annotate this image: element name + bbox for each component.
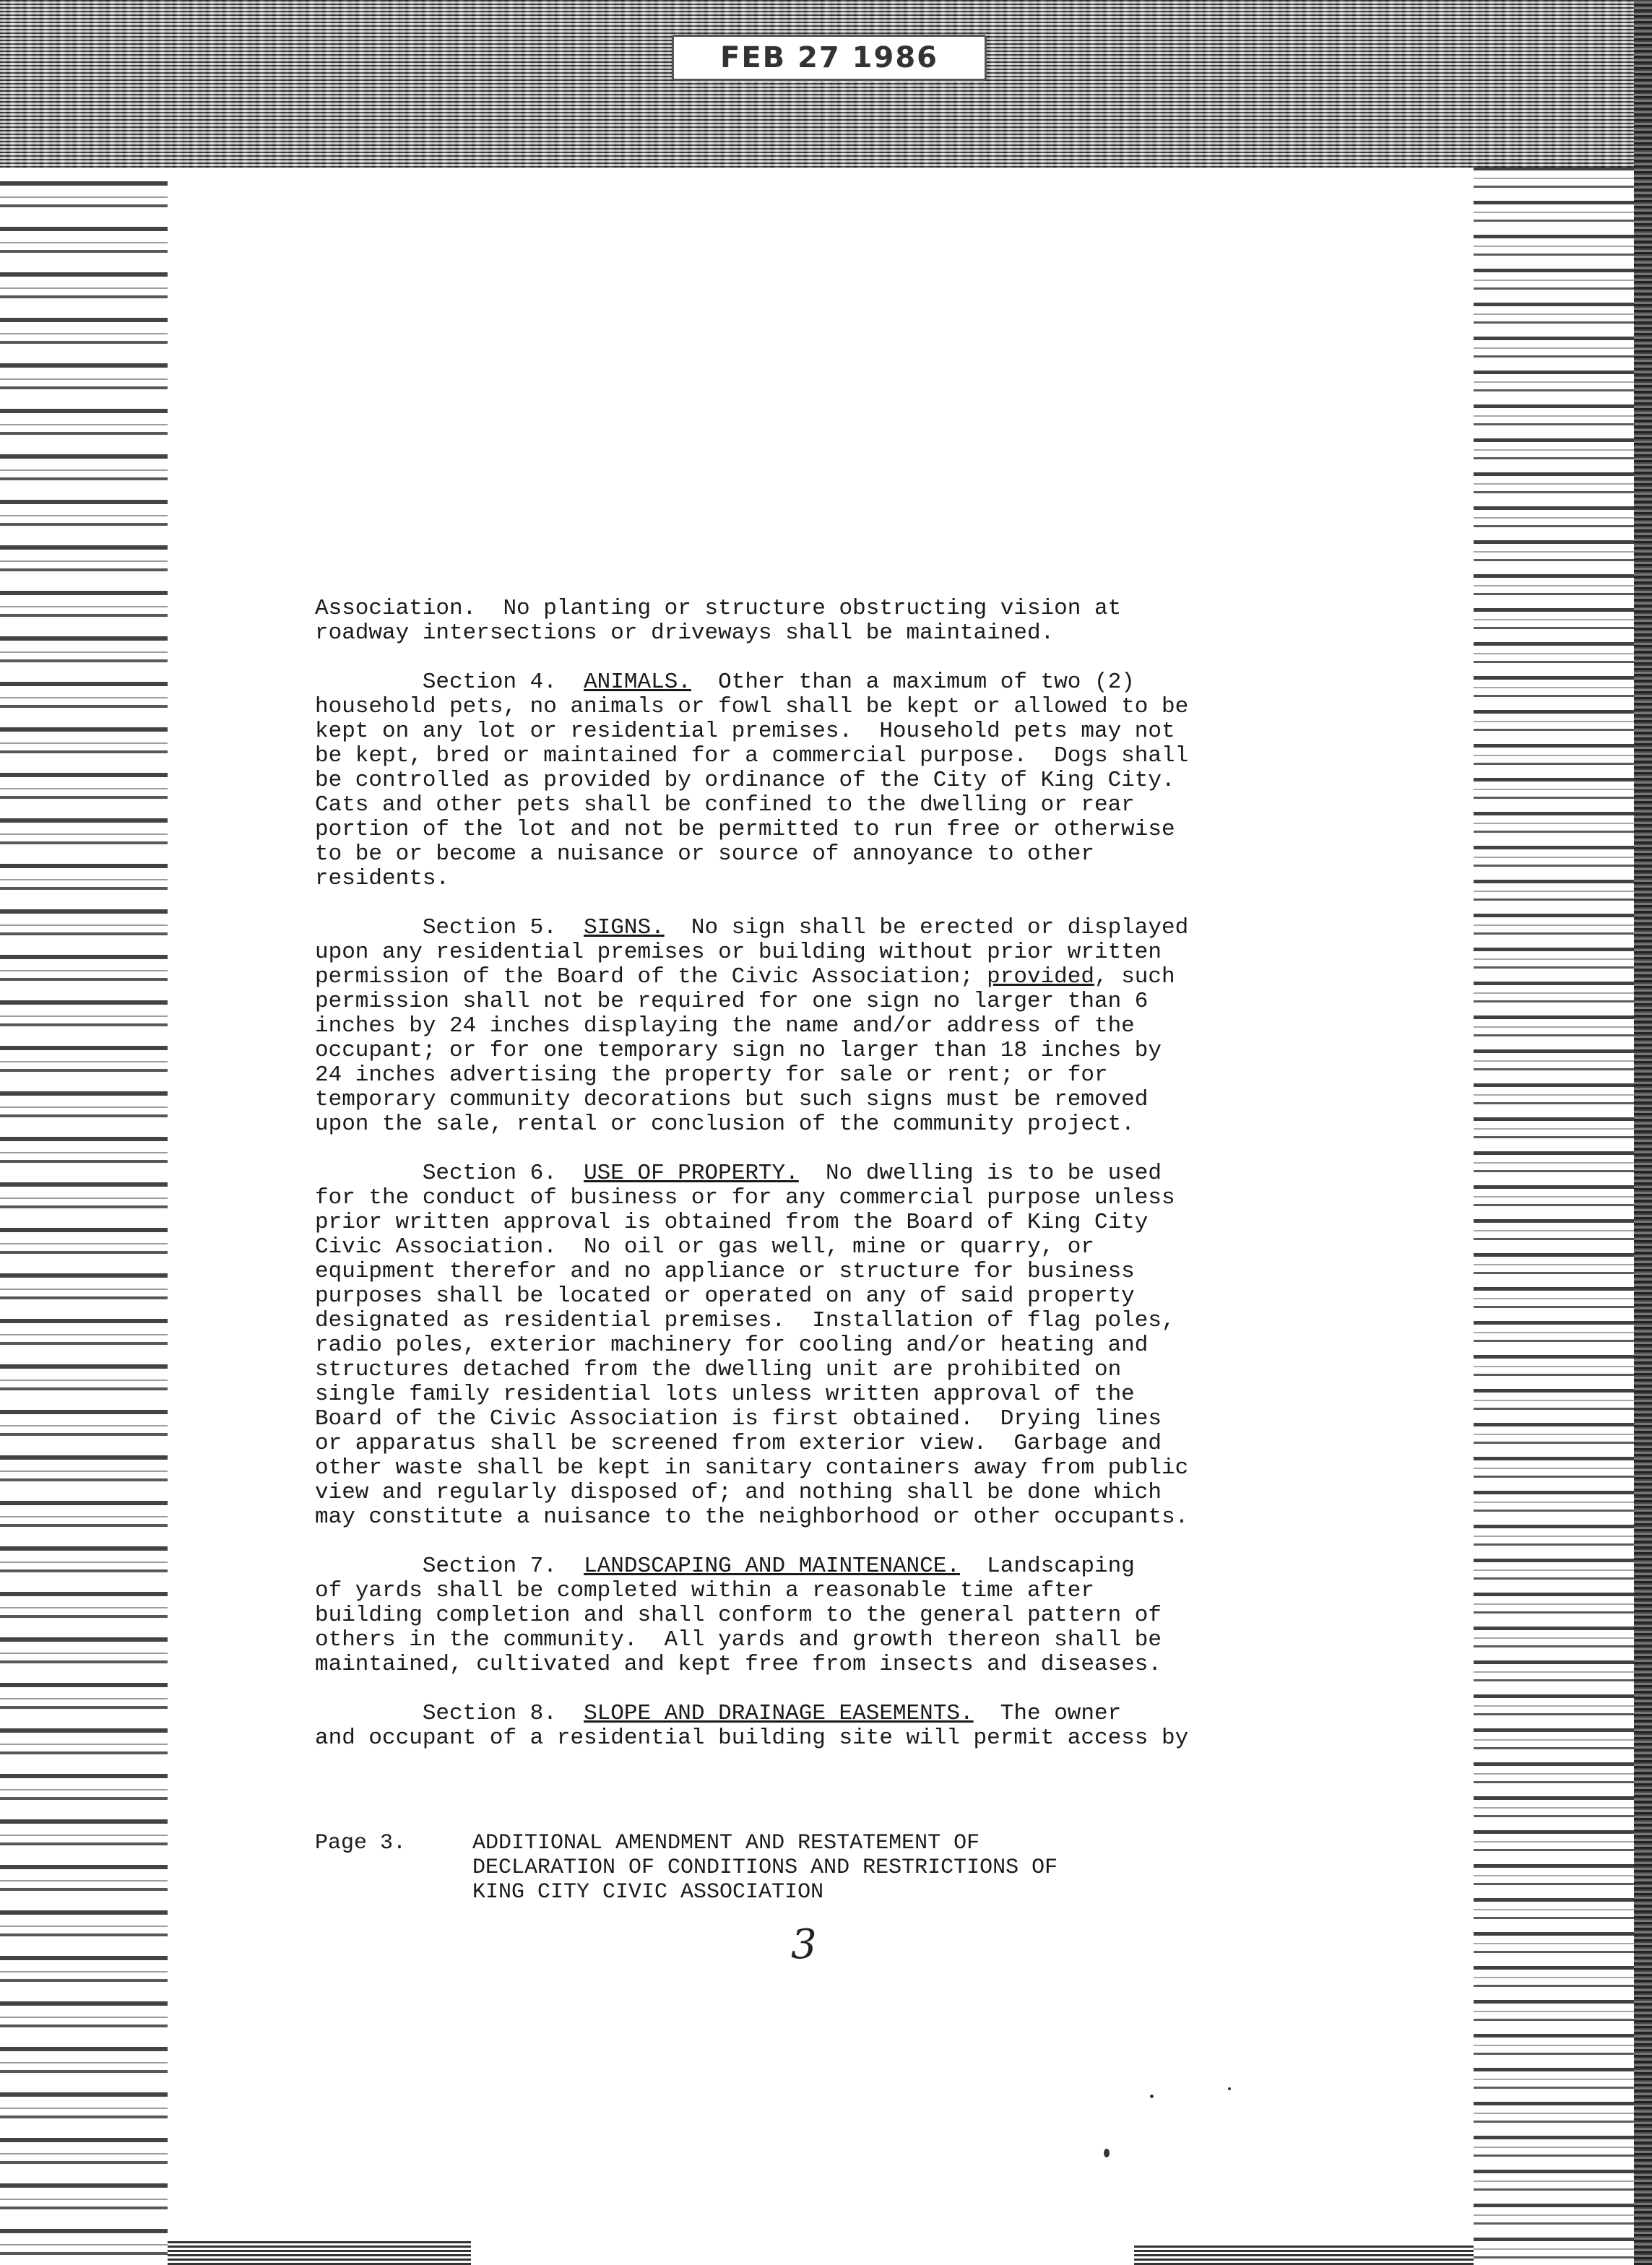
- scan-noise-bottom-left: [168, 2239, 471, 2265]
- footer-title-line: KING CITY CIVIC ASSOCIATION: [472, 1880, 824, 1905]
- footer-document-title: [472, 1831, 1368, 1905]
- scan-noise-top: [0, 0, 1652, 168]
- scan-noise-bottom-right: [1134, 2243, 1474, 2265]
- footer-title-line: ADDITIONAL AMENDMENT AND RESTATEMENT OF: [472, 1831, 980, 1855]
- section-body: The owner and occupant of a residential building site will permit access by: [315, 1701, 1189, 1751]
- section-body: No dwelling is to be used for the conduct of business or for any commercial purpose unless prior written approval is obtained from the Board of King City Civic Association. No oil or gas well, mine or quarry, or equipment therefor and no appliance or structure for business purposes shall be located or operated on any of said property designated as residential premises. Installation of flag poles, radio poles, exterior machinery for cooling and/or heating and structures detached from the dwelling unit are prohibited on single family residential lots unless written approval of the Board of the Civic Association is first obtained. Drying lines or apparatus shall be screened from exterior view. Garbage and other waste shall be kept in sanitary containers away from public view and regularly disposed of; and nothing shall be done which may constitute a nuisance to the neighborhood or other occupants.: [315, 1161, 1189, 1530]
- section-number: Section 6.: [422, 1161, 557, 1186]
- section-5-paragraph: [315, 916, 1370, 1137]
- section-4-paragraph: [315, 670, 1370, 891]
- footer-page-label: Page 3.: [315, 1831, 407, 1855]
- section-number: Section 5.: [422, 915, 557, 940]
- section-heading: USE OF PROPERTY.: [584, 1161, 799, 1186]
- section-body-before: No sign shall be erected or displayed upon any residential premises or building without prior written permission of the Board of the Civic Association;: [315, 915, 1189, 989]
- section-heading: ANIMALS.: [584, 670, 691, 695]
- section-body: Landscaping of yards shall be completed within a reasonable time after building completion and shall conform to the general pattern of others in the community. All yards and growth thereon shall be maintained, cultivated and kept free from insects and diseases.: [315, 1554, 1162, 1677]
- section-7-paragraph: [315, 1554, 1370, 1677]
- scan-noise-left: [0, 168, 168, 2265]
- scan-speck: [1104, 2149, 1110, 2157]
- scan-speck: [1228, 2087, 1231, 2090]
- received-date-stamp: FEB 27 1986: [672, 35, 987, 81]
- section-body: Other than a maximum of two (2) household pets, no animals or fowl shall be kept or allowed to be kept on any lot or residential premises. Household pets may not be kept, bred or maintained for a commercial purpose. Dogs shall be controlled as provided by ordinance of the City of King City. Cats and other pets shall be confined to the dwelling or rear portion of the lot and not be permitted to run free or otherwise to be or become a nuisance or source of annoyance to other residents.: [315, 670, 1189, 891]
- handwritten-page-number: 3: [791, 1921, 817, 1968]
- underlined-provided: provided: [987, 964, 1094, 989]
- section-number: Section 8.: [422, 1701, 557, 1726]
- section-number: Section 7.: [422, 1554, 557, 1579]
- scan-speck: [1150, 2095, 1154, 2098]
- document-body: [315, 597, 1370, 1775]
- section-6-paragraph: [315, 1161, 1370, 1530]
- intro-paragraph: Association. No planting or structure obstructing vision at roadway intersections or driveways shall be maintained.: [315, 596, 1122, 646]
- section-heading: SIGNS.: [584, 915, 665, 940]
- section-body-after: , such permission shall not be required for one sign no larger than 6 inches by 24 inches displaying the name and/or address of the occupant; or for one temporary sign no larger than 18 inches by 24 inches advertising the property for sale or rent; or for temporary community decorations but such signs must be removed upon the sale, rental or conclusion of the community project.: [315, 964, 1175, 1137]
- footer-title-line: DECLARATION OF CONDITIONS AND RESTRICTIONS OF: [472, 1855, 1058, 1880]
- scan-noise-right-edge: [1634, 0, 1652, 2265]
- section-heading: LANDSCAPING AND MAINTENANCE.: [584, 1554, 960, 1579]
- section-heading: SLOPE AND DRAINAGE EASEMENTS.: [584, 1701, 974, 1726]
- section-number: Section 4.: [422, 670, 557, 695]
- scan-noise-right: [1474, 168, 1652, 2265]
- section-8-paragraph: [315, 1702, 1370, 1751]
